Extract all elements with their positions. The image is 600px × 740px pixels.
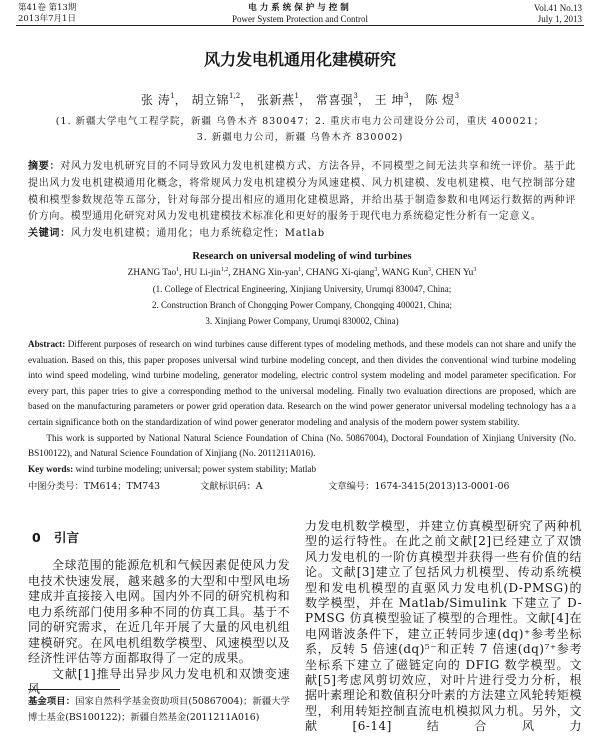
affiliation-mark: 1 [294,92,299,100]
clc-number [28,480,200,494]
document-code [200,480,328,494]
affiliation-mark: 1,2 [229,92,241,100]
author [381,267,434,278]
article-number-value: 1674-3415(2013)13-0001-06 [374,481,510,493]
document-code-label: 文献标识码： [200,481,256,493]
article-number-label: 文章编号： [328,481,375,493]
author [232,267,304,278]
clc-value: TM614；TM743 [83,481,161,493]
author-name: 张新燕 [257,93,295,107]
author [305,267,380,278]
author [141,93,175,107]
footnote-body: 国家自然科学基金资助项目(50867004)；新疆大学博士基金(BS100122)；新疆自然基金(2011211A016) [28,696,290,723]
keywords-text: 风力发电机建模；通用化；电力系统稳定性；Matlab [70,228,325,240]
affiliation-mark: 1 [176,267,180,273]
author [316,93,358,107]
english-front-matter [28,249,576,494]
abstract-label: 摘要： [28,161,61,172]
body-paragraph: 全球范围的能源危机和气候因素促使风力发电技术快速发展，越来越多的大型和中型风电场建成并直接接入电网。国内外不同的研究机构和电力系统部门使用多种不同的仿真工具。基于不同的研究需求，在近几年开展了大量的风电机组建模研究。在风电机组数学模型、风速模型以及经济性评估等方面都取得了一定的成果。 [28,558,290,665]
author [375,93,409,107]
author-name: 常喜强 [315,93,354,107]
keywords-label: Key words: [28,463,74,474]
affiliation-line: 3. 新疆电力公司，新疆 乌鲁木齐 830002) [196,132,404,143]
affiliation-mark: 3 [353,92,358,100]
header-journal-name [136,3,464,24]
keywords-label: 关键词： [28,228,71,240]
author [257,93,299,107]
header-volume-info [534,3,582,24]
author-name: ZHANG Tao [127,268,177,278]
paper-title-en: Research on universal modeling of wind turbines [192,251,412,262]
affiliation-line: 2. Construction Branch of Chongqing Power Company, Chongqing 400021, China; [152,300,452,310]
body-paragraph: 文献[1]推导出异步风力发电机和双馈变速风 [28,666,290,696]
author-separator: ， [299,93,312,107]
funding-footnote [28,689,290,725]
author [128,268,180,278]
author-name: HU Li-jin [183,268,221,278]
clc-label: 中图分类号： [28,481,84,493]
author-name: ZHANG Xin-yan [232,268,299,278]
author-name: 张 涛 [140,93,171,107]
paper-title-cn: 风力发电机通用化建模研究 [203,50,396,69]
author-name: 陈 煜 [425,93,455,107]
header-volume: Vol.41 No.13 [533,3,582,13]
author-separator: , [431,268,434,278]
author [436,268,477,278]
author-list-cn [0,91,600,109]
abstract-text: Different purposes of research on wind turbines cause different types of modeling methods, and these models can not share and unify the evaluation. Based on this, this paper proposes universal wind turbine modeling concept, and then divides the conventional wind turbine modeling into wind speed modeling, wind turbine modeling, generator modeling, electric control system modeling and model parameter specification. For every part, this paper tries to give a corresponding method to the universal modeling. Finally two evaluation directions are proposed, which are based on the manufacturing parameters or power grid operation data. Research on the wind power generator universal modeling technology has a a certain significance both on the standardization of wind power generator modeling and analysis of the modern power system stability. [28,339,576,427]
body-paragraph: 力发电机数学模型，并建立仿真模型研究了两种机型的运行特性。在此之前文献[2]已经建立了双馈风力发电机的一阶仿真模型并获得一些有价值的结论。文献[3]建立了包括风力机模型、传动系统模型和发电机模型的直驱风力发电机(D-PMSG)的数学模型，并在 Matlab/Simulink 下建立了 D-PMSG 仿真模型验证了模型的合理性。文献[4]在电网谐波条件下，建立正转同步速(dq)⁺参考坐标系，反转 5 倍速(dq)⁵⁻和正转 7 倍速(dq)⁷⁺参考坐标系下建立了磁链定向的 DFIG 数学模型。文献[5]考虑风剪切效应，对叶片进行受力分析，根据叶素理论和数值积分叶素的方法建立风轮转矩模型，利用转矩控制直流电机模拟风力机。另外，文献[6-14]结合风力 [305,519,582,734]
author [183,267,231,278]
header-issue: 第41卷 第13期 [18,3,77,13]
keywords-cn [28,226,576,243]
affiliation-mark: 1 [170,92,175,100]
author-separator: ， [240,93,253,107]
header-date: 2013年7月1日 [18,13,76,24]
footnote-label: 基金项目： [28,696,76,707]
affiliation-mark: 3 [404,92,409,100]
affiliations-cn [20,114,580,146]
header-issue-info [18,3,76,24]
author-list-en [28,265,576,281]
abstract-cn [28,159,576,243]
section-heading [28,528,290,548]
affiliation-line: (1. College of Electrical Engineering, Xinjiang University, Urumqi 830047, China; [152,284,452,294]
journal-name-en: Power System Protection and Control [232,13,368,24]
author [192,93,241,107]
author-separator: , [377,268,380,278]
author-separator: , [179,268,182,278]
right-column [305,519,582,737]
keywords-text: wind turbine modeling; universal; power system stability; Matlab [75,463,317,474]
author-separator: , [228,268,231,278]
affiliation-mark: 1,2 [220,267,229,273]
section-title: 引言 [54,530,80,545]
affiliation-line: 3. Xinjiang Power Company, Urumqi 830002, China) [205,316,399,326]
author-name: CHEN Yu [435,268,474,278]
affiliation-mark: 3 [374,267,378,273]
author [425,93,459,107]
header-date-en: July 1, 2013 [537,13,582,24]
author-name: WANG Kun [381,268,429,278]
affiliation-mark: 3 [473,267,477,273]
author-separator: ， [357,93,371,107]
journal-name-cn: 电力系统保护与控制 [248,3,352,13]
affiliation-mark: 3 [428,267,432,273]
footnote-divider [28,689,120,690]
affiliation-mark: 1 [298,267,302,273]
keywords-en [28,462,576,478]
document-code-value: A [255,481,263,493]
author-name: 胡立锦 [191,93,230,107]
author-separator: ， [408,93,421,107]
article-number [328,480,509,494]
abstract-en [28,337,576,431]
left-column [28,528,290,698]
abstract-label: Abstract: [28,339,66,349]
abstract-text: 对风力发电机研究目的不同导致风力发电机建模方式、方法各异，不同模型之间无法共享和统一评价。基于此提出风力发电机建模通用化概念，将常规风力发电机建模分为风速建模、风力机建模、发电机建模、电气控制部分建模和模型参数规范等五部分，针对每部分提出相应的通用化建模思路，并给出基于制造参数和电网运行数据的两种评价方向。模型通用化研究对风力发电机建模技术标准化和更好的服务于现代电力系统稳定性分析有一定意义。 [28,161,576,223]
author-name: CHANG Xi-qiang [305,268,375,278]
journal-header [16,2,584,26]
author-name: 王 坤 [374,93,404,107]
classification-line [28,480,576,494]
footnote-text [28,694,290,725]
funding-statement-en: This work is supported by National Natural Science Foundation of China (No. 50867004), Doctoral Foundation of Xinjiang University (No. BS100122), and Natural Science Foundation of Xinjiang (No. 2011211A016). [28,432,576,459]
section-number: 0 [32,530,41,545]
affiliation-mark: 3 [454,92,460,100]
author-separator: ， [174,93,188,107]
author-separator: , [301,268,304,278]
affiliations-en [28,281,576,329]
abstract-cn-paragraph [28,159,576,226]
affiliation-line: (1. 新疆大学电气工程学院，新疆 乌鲁木齐 830047；2. 重庆市电力公司建设分公司，重庆 400021； [55,116,545,127]
